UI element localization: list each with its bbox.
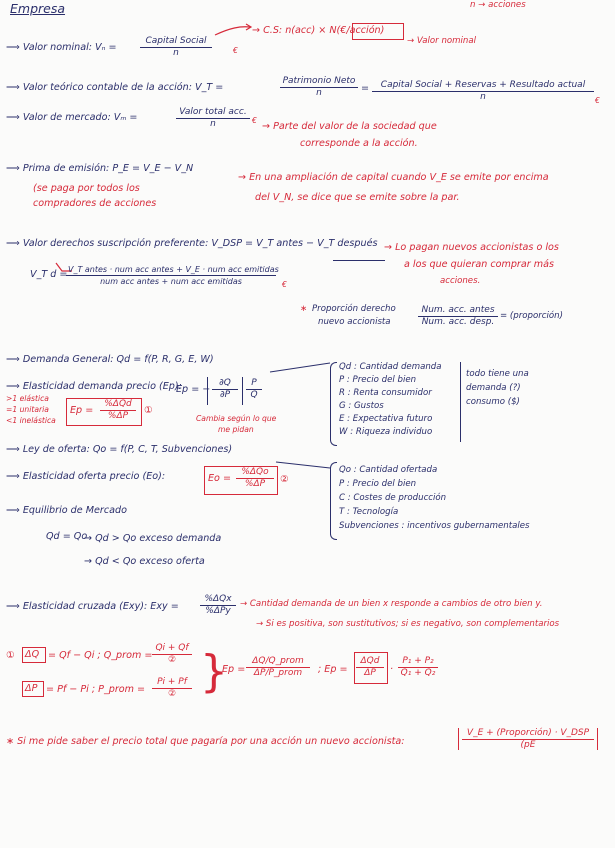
legend-c: C : Costes de producción <box>339 493 447 503</box>
dg-label: ⟹ Demanda General: Qd = f(P, R, G, E, W) <box>6 354 214 366</box>
ec-note-1: → Cantidad demanda de un bien x responde a cambios de otro bien y. <box>240 599 543 609</box>
prop-note: = (proporción) <box>500 311 563 321</box>
f-qprom-den: ② <box>167 655 177 665</box>
vt-euro: € <box>595 96 600 105</box>
f-ep-num: ΔQ/Q_prom <box>246 656 310 668</box>
f-ep: Ep = <box>222 664 246 675</box>
cs-box <box>352 23 404 40</box>
prop-label-2: nuevo accionista <box>318 317 391 327</box>
legend-divider <box>460 362 461 442</box>
ep-ratio-num: P <box>246 378 262 390</box>
side-note-3: consumo ($) <box>466 397 520 407</box>
final-fraction <box>462 728 594 751</box>
vdsp-underline <box>333 250 385 261</box>
f-pprom-num: Pi + Pf <box>152 677 192 689</box>
f-ep2-den: ΔP <box>364 668 376 678</box>
ec-label: ⟹ Elasticidad cruzada (Exy): Exy = <box>6 601 179 613</box>
ep-ratio <box>246 378 262 401</box>
ep-ratio-den: Q <box>250 390 258 400</box>
ep-note-2: me pidan <box>218 425 254 434</box>
pe-side-2: compradores de acciones <box>33 198 157 209</box>
vn-label: ⟹ Valor nominal: Vₙ = <box>6 42 117 54</box>
demand-legend-brace <box>330 362 337 446</box>
vt-denominator-2: n <box>480 92 486 102</box>
f-ep2-num: ΔQd <box>356 656 384 668</box>
legend-g: G : Gustos <box>339 401 384 411</box>
f-qprom-fraction <box>152 643 192 666</box>
eq-case-b: → Qd < Qo exceso oferta <box>84 556 205 567</box>
f-ep-den: ΔP/P_prom <box>253 668 303 678</box>
vt-fraction <box>280 76 358 99</box>
vt-denominator: n <box>316 88 322 98</box>
vn-denominator: n <box>173 48 179 58</box>
legend-r: R : Renta consumidor <box>339 388 432 398</box>
f-pprom-den: ② <box>167 689 177 699</box>
vm-fraction <box>176 107 250 130</box>
f-ep2: ; Ep = <box>318 664 348 675</box>
vtd-denominator: num acc antes + num acc emitidas <box>100 277 242 286</box>
f-dp-rest: = Pf − Pi ; P_prom = <box>46 684 146 695</box>
legend-s: Subvenciones : incentivos gubernamentales <box>339 521 530 531</box>
vm-label: ⟹ Valor de mercado: Vₘ = <box>6 112 137 124</box>
ep-box-den: %ΔP <box>107 411 129 421</box>
eq-line: Qd = Qo <box>46 531 88 542</box>
eo-circle: ② <box>280 474 289 485</box>
vn-numerator: Capital Social <box>140 36 212 48</box>
f-dp: ΔP <box>25 683 38 694</box>
prop-denominator: Num. acc. desp. <box>421 317 495 327</box>
eo-fraction <box>236 467 274 490</box>
vn-euro: € <box>233 46 238 55</box>
vm-euro: € <box>252 116 257 125</box>
elastic-1: >1 elástica <box>6 394 49 403</box>
f-dot: · <box>390 664 394 675</box>
f-big-brace: } <box>200 646 228 697</box>
vt-numerator-2: Capital Social + Reservas + Resultado actual <box>372 80 594 92</box>
vn-fraction <box>140 36 212 59</box>
eo-lhs: Eo = <box>208 473 232 484</box>
prop-star: ∗ <box>300 304 308 314</box>
f-dq: ΔQ <box>25 649 40 660</box>
prop-fraction <box>418 305 498 328</box>
eq-case-a: → Qd > Qo exceso demanda <box>84 533 222 544</box>
eo-label: ⟹ Elasticidad oferta precio (Eo): <box>6 471 165 483</box>
final-num: V_E + (Proporción) · V_DSP <box>462 728 594 740</box>
ep-derivative-num: ∂Q <box>212 378 238 390</box>
legend-e: E : Expectativa futuro <box>339 414 433 424</box>
eq-label: ⟹ Equilibrio de Mercado <box>6 505 127 517</box>
final-den: (pE <box>520 740 536 750</box>
f-pprom-fraction <box>152 677 192 700</box>
vt-fraction-2 <box>372 80 594 103</box>
vtd-euro: € <box>282 280 287 289</box>
side-note-1: todo tiene una <box>466 369 529 379</box>
ep-circle: ① <box>144 405 153 416</box>
ec-den: %ΔPy <box>205 606 231 616</box>
vdsp-note-1: → Lo pagan nuevos accionistas o los <box>384 242 559 253</box>
ep-box-num: %ΔQd <box>100 399 136 411</box>
legend-t: T : Tecnología <box>339 507 399 517</box>
f-ep-fraction <box>246 656 310 679</box>
ec-note-2: → Si es positiva, son sustitutivos; si es negativo, son complementarios <box>256 619 560 629</box>
f-ep3-fraction <box>398 656 438 679</box>
ep-box-lhs: Ep = <box>70 405 94 416</box>
vt-equals: = <box>361 83 370 94</box>
vt-numerator: Patrimonio Neto <box>280 76 358 88</box>
vtd-fraction <box>66 264 279 287</box>
legend-qo: Qo : Cantidad ofertada <box>339 465 438 475</box>
ep-abs-bars <box>207 377 243 405</box>
vtd-numerator: V_T antes · num acc antes + V_E · num acc emitidas <box>68 265 279 274</box>
ep-derivative-den: ∂P <box>219 390 231 400</box>
elastic-2: =1 unitaria <box>6 405 49 414</box>
side-note-2: demanda (?) <box>466 383 521 393</box>
f-circle: ① <box>6 650 15 661</box>
vdsp-note-2: a los que quieran comprar más <box>404 259 554 270</box>
pe-label: ⟹ Prima de emisión: P_E = V_E − V_N <box>6 163 193 175</box>
ep-formula: Ep = − <box>176 384 211 395</box>
vm-note-1: → Parte del valor de la sociedad que <box>262 121 437 132</box>
vm-note-2: corresponde a la acción. <box>300 138 418 149</box>
note-top-right: n → acciones <box>470 0 526 10</box>
f-ep3-num: P₁ + P₂ <box>398 656 438 668</box>
vtd-label: V_T d = <box>30 269 68 280</box>
final-note: ∗ Si me pide saber el precio total que pagaría por una acción un nuevo accionista: <box>6 736 405 747</box>
legend-w: W : Riqueza individuo <box>339 427 433 437</box>
f-ep3-den: Q₁ + Q₂ <box>400 668 436 678</box>
eo-den: %ΔP <box>244 479 266 489</box>
ep-label: ⟹ Elasticidad demanda precio (Ep): <box>6 381 182 393</box>
cs-note: → Valor nominal <box>407 36 477 46</box>
pe-note-2: del V_N, se dice que se emite sobre la par. <box>255 192 460 203</box>
elastic-3: <1 inelástica <box>6 416 56 425</box>
vdsp-note-3: acciones. <box>440 276 481 286</box>
ec-num: %ΔQx <box>200 594 236 606</box>
pe-note-1: → En una ampliación de capital cuando V_E se emite por encima <box>238 172 549 183</box>
f-dq-rest: = Qf − Qi ; Q_prom = <box>48 650 153 661</box>
ep-note-1: Cambia según lo que <box>196 414 277 423</box>
ep-box-fraction <box>100 399 136 422</box>
legend-po: P : Precio del bien <box>339 479 417 489</box>
ec-fraction <box>200 594 236 617</box>
prop-label-1: Proporción derecho <box>312 304 396 314</box>
vm-denominator: n <box>210 119 216 129</box>
lo-label: ⟹ Ley de oferta: Qo = f(P, C, T, Subvenciones) <box>6 444 232 456</box>
page-title: Empresa <box>10 1 66 16</box>
supply-legend-brace <box>330 462 337 540</box>
prop-numerator: Num. acc. antes <box>418 305 498 317</box>
vm-numerator: Valor total acc. <box>176 107 250 119</box>
eo-num: %ΔQo <box>236 467 274 479</box>
f-qprom-num: Qi + Qf <box>152 643 192 655</box>
f-ep2-fraction <box>356 656 384 679</box>
vdsp-label: ⟹ Valor derechos suscripción preferente: V_DSP = V_T antes − V_T después <box>6 238 377 250</box>
vt-label: ⟹ Valor teórico contable de la acción: V_T = <box>6 82 223 94</box>
legend-p: P : Precio del bien <box>339 375 417 385</box>
pe-side-1: (se paga por todos los <box>33 183 140 194</box>
legend-qd: Qd : Cantidad demanda <box>339 362 442 372</box>
cs-formula: → C.S: n(acc) × N(€/acción) <box>252 25 385 36</box>
